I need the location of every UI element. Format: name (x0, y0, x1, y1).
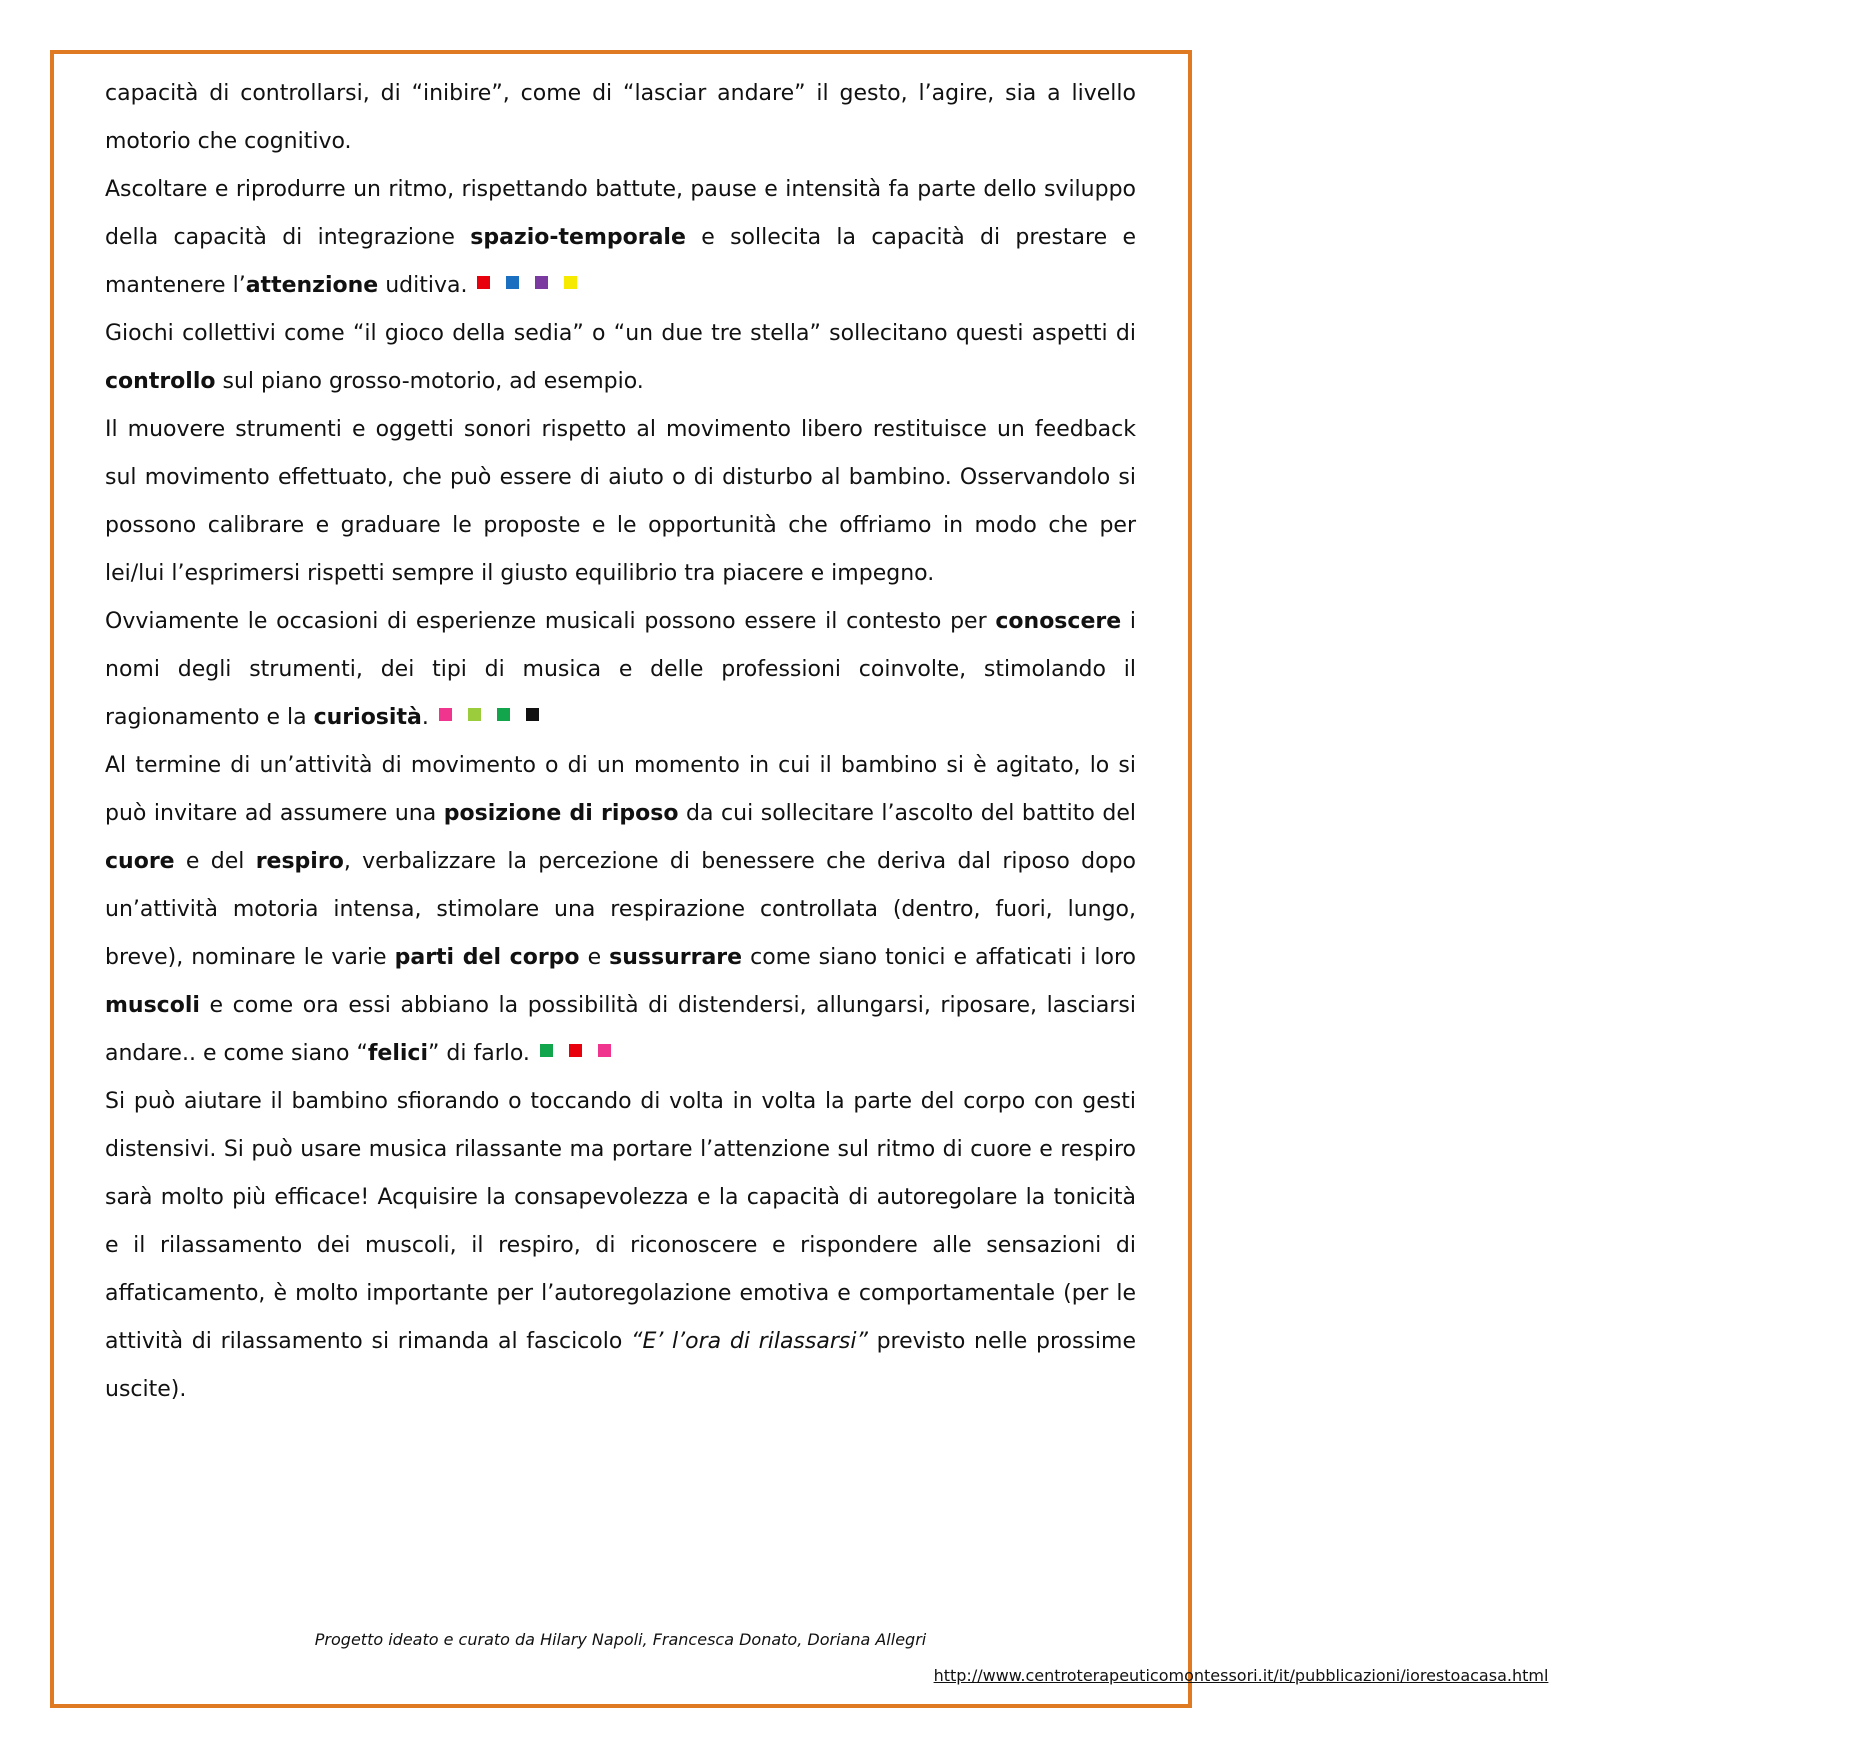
text-run: e (579, 945, 610, 970)
text-run: Il muovere strumenti e oggetti sonori rispetto al movimento libero restituisce un feedback sul movimento effettuato, che può essere di aiuto o di disturbo al bambino. Osservandolo si possono calibrare e graduare le proposte e le opportunità che offriamo in modo che per lei/lui l’esprimersi rispetti sempre il giusto equilibrio tra piacere e impegno. (105, 417, 1136, 586)
color-square-icon (526, 708, 539, 721)
color-square-icon (477, 276, 490, 289)
color-square-icon (439, 708, 452, 721)
color-square-icon (468, 708, 481, 721)
color-square-icon (506, 276, 519, 289)
text-run: i nomi degli strumenti, dei tipi di musica e delle professioni coinvolte, stimolando il ragionamento e la (105, 609, 1136, 730)
bold-term: curiosità (313, 705, 422, 730)
paragraph (105, 598, 1136, 742)
text-run: , verbalizzare la percezione di benessere che deriva dal riposo dopo un’attività motoria intensa, stimolare una respirazione controllata (dentro, fuori, lungo, breve), nominare le varie (105, 849, 1136, 970)
text-run: Ascoltare e riprodurre un ritmo, rispettando battute, pause e intensità fa parte dello sviluppo della capacità di integrazione (105, 177, 1136, 250)
bold-term: parti del corpo (394, 945, 580, 970)
paragraph (105, 742, 1136, 1078)
paragraph (105, 406, 1136, 598)
bold-term: sussurrare (609, 945, 743, 970)
text-run: capacità di controllarsi, di “inibire”, come di “lasciar andare” il gesto, l’agire, sia a livello motorio che cognitivo. (105, 81, 1136, 154)
text-run: e sollecita la capacità di prestare e mantenere l’ (105, 225, 1136, 298)
color-square-icon (497, 708, 510, 721)
color-square-icon (598, 1044, 611, 1057)
bold-term: controllo (105, 369, 216, 394)
footer-credit: Progetto ideato e curato da Hilary Napoli, Francesca Donato, Doriana Allegri (314, 1630, 927, 1649)
italic-title: “E’ l’ora di rilassarsi” (631, 1329, 868, 1354)
color-squares (429, 705, 539, 730)
text-run: sul piano grosso-motorio, ad esempio. (215, 369, 644, 394)
bold-term: cuore (105, 849, 175, 874)
text-run: . (421, 705, 429, 730)
text-run: Ovviamente le occasioni di esperienze musicali possono essere il contesto per (105, 609, 996, 634)
bold-term: conoscere (995, 609, 1122, 634)
color-squares (530, 1041, 611, 1066)
text-run: da cui sollecitare l’ascolto del battito del (678, 801, 1136, 826)
bold-term: muscoli (105, 993, 200, 1018)
text-run: Si può aiutare il bambino sfiorando o toccando di volta in volta la parte del corpo con gesti distensivi. Si può usare musica rilassante ma portare l’attenzione sul ritmo di cuore e respiro sarà molto più efficace! Acquisire la consapevolezza e la capacità di autoregolare la tonicità e il rilassamento dei muscoli, il respiro, di riconoscere e rispondere alle sensazioni di affaticamento, è molto importante per l’autoregolazione emotiva e comportamentale (per le attività di rilassamento si rimanda al fascicolo (105, 1089, 1136, 1354)
text-run: previsto nelle prossime uscite). (105, 1329, 1136, 1402)
paragraph (105, 166, 1136, 310)
bold-term: attenzione (245, 273, 379, 298)
text-run: ” di farlo. (428, 1041, 530, 1066)
bold-term: spazio-temporale (470, 225, 686, 250)
color-square-icon (540, 1044, 553, 1057)
text-run: uditiva. (378, 273, 468, 298)
text-run: Al termine di un’attività di movimento o di un momento in cui il bambino si è agitato, lo si può invitare ad assumere una (105, 753, 1136, 826)
bold-term: posizione di riposo (443, 801, 679, 826)
text-run: e del (174, 849, 256, 874)
text-run: e come ora essi abbiano la possibilità di distendersi, allungarsi, riposare, lasciarsi andare.. e come siano “ (105, 993, 1136, 1066)
footer-link[interactable]: http://www.centroterapeuticomontessori.it/it/pubblicazioni/ioresto​acasa.html (933, 1666, 1549, 1685)
body-text (105, 70, 1136, 1414)
color-square-icon (564, 276, 577, 289)
color-square-icon (535, 276, 548, 289)
paragraph (105, 1078, 1136, 1414)
color-squares (467, 273, 577, 298)
bold-term: felici (367, 1041, 428, 1066)
paragraph (105, 70, 1136, 166)
text-run: Giochi collettivi come “il gioco della sedia” o “un due tre stella” sollecitano questi aspetti di (105, 321, 1136, 346)
paragraph (105, 310, 1136, 406)
text-run: come siano tonici e affaticati i loro (742, 945, 1136, 970)
color-square-icon (569, 1044, 582, 1057)
bold-term: respiro (255, 849, 344, 874)
